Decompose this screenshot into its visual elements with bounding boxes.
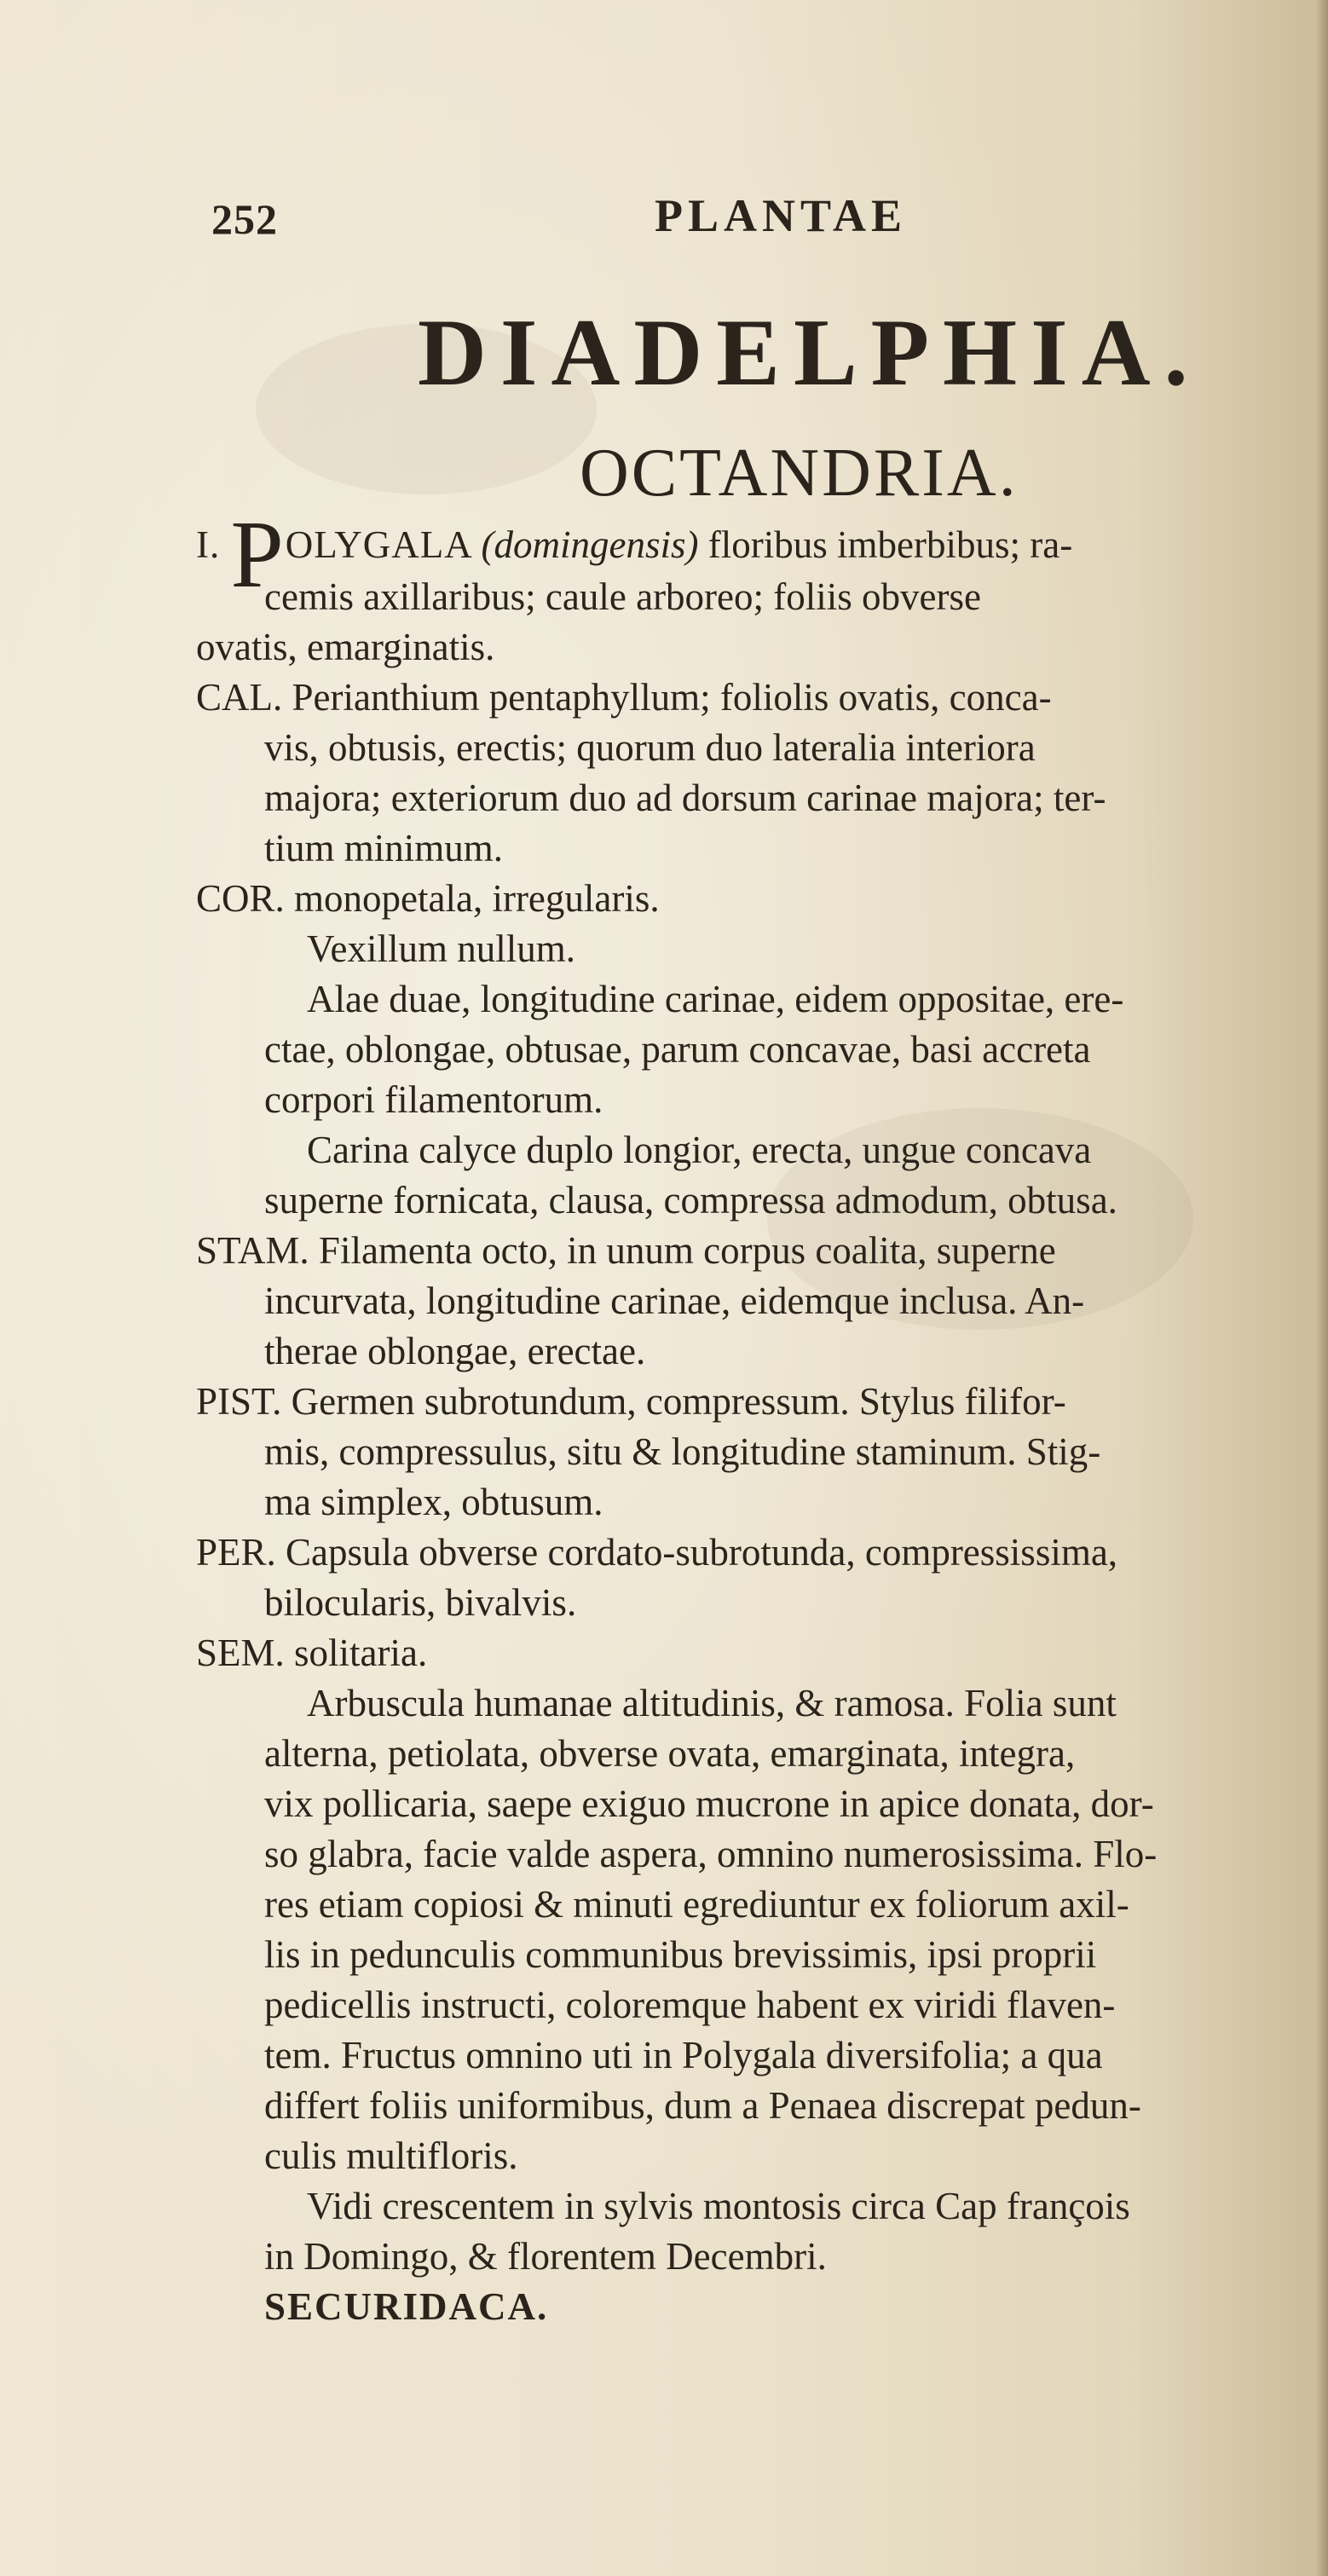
next-genus-heading: SECURIDACA.: [264, 2285, 549, 2328]
text-line: Carina calyce duplo longior, erecta, ungue concava: [307, 1129, 1092, 1171]
text-line-corolla: COR. monopetala, irregularis.: [196, 877, 660, 920]
diagnosis-text: floribus imberbibus; ra-: [698, 523, 1073, 566]
page-header: [211, 189, 1234, 249]
text-line: ma simplex, obtusum.: [264, 1481, 603, 1523]
text-line: res etiam copiosi & minuti egrediuntur ex foliorum axil-: [264, 1883, 1129, 1926]
text-line: cemis axillaribus; caule arboreo; foliis obverse: [264, 575, 981, 618]
text-line: lis in pedunculis communibus brevissimis, ipsi proprii: [264, 1933, 1097, 1976]
text-line: incurvata, longitudine carinae, eidemque inclusa. An-: [264, 1279, 1085, 1322]
text-line: Vidi crescentem in sylvis montosis circa Cap françois: [307, 2185, 1130, 2227]
text-line: vix pollicaria, saepe exiguo mucrone in apice donata, dor-: [264, 1782, 1154, 1825]
text-line: ovatis, emarginatis.: [196, 626, 495, 668]
text-line: Arbuscula humanae altitudinis, & ramosa. Folia sunt: [307, 1682, 1117, 1724]
page-edge-shadow: [1316, 0, 1328, 2576]
text-line: majora; exteriorum duo ad dorsum carinae majora; ter-: [264, 777, 1106, 819]
text-line: vis, obtusis, erectis; quorum duo lateralia interiora: [264, 726, 1036, 769]
text-line: culis multifloris.: [264, 2134, 518, 2177]
text-line: ctae, oblongae, obtusae, parum concavae, basi accreta: [264, 1028, 1091, 1071]
text-line: in Domingo, & florentem Decembri.: [264, 2235, 827, 2278]
text-line: alterna, petiolata, obverse ovata, emarginata, integra,: [264, 1732, 1076, 1775]
text-line-calyx: CAL. Perianthium pentaphyllum; foliolis ovatis, conca-: [196, 676, 1052, 719]
text-line: so glabra, facie valde aspera, omnino numerosissima. Flo-: [264, 1833, 1158, 1875]
text-line: tem. Fructus omnino uti in Polygala diversifolia; a qua: [264, 2034, 1103, 2076]
species-epithet: (domingensis): [481, 523, 699, 566]
text-line: tium minimum.: [264, 827, 504, 869]
species-description: [196, 502, 1304, 2332]
text-line: Vexillum nullum.: [307, 927, 575, 970]
text-line-pericarpium: PER. Capsula obverse cordato-subrotunda, compressissima,: [196, 1531, 1118, 1574]
text-line: mis, compressulus, situ & longitudine staminum. Stig-: [264, 1430, 1101, 1473]
text-line: bilocularis, bivalvis.: [264, 1581, 577, 1624]
running-head: PLANTAE: [655, 190, 908, 241]
page-number: 252: [211, 195, 278, 243]
text-line: differt foliis uniformibus, dum a Penaea discrepat pedun-: [264, 2084, 1141, 2127]
text-line: corpori filamentorum.: [264, 1078, 603, 1121]
species-number: I.: [196, 523, 231, 566]
text-line: pedicellis instructi, coloremque habent ex viridi flaven-: [264, 1984, 1116, 2026]
text-line-stamina: STAM. Filamenta octo, in unum corpus coalita, superne: [196, 1229, 1056, 1272]
drop-initial: P: [230, 502, 284, 608]
genus-name: OLYGALA: [285, 523, 482, 566]
text-line-pistillum: PIST. Germen subrotundum, compressum. Stylus filifor-: [196, 1380, 1066, 1423]
text-line: Alae duae, longitudine carinae, eidem oppositae, ere-: [307, 978, 1124, 1020]
order-title: OCTANDRIA.: [580, 436, 1019, 511]
text-line: therae oblongae, erectae.: [264, 1330, 646, 1372]
text-line: superne fornicata, clausa, compressa admodum, obtusa.: [264, 1179, 1117, 1222]
text-line-semina: SEM. solitaria.: [196, 1632, 428, 1674]
class-title: DIADELPHIA.: [418, 300, 1202, 406]
